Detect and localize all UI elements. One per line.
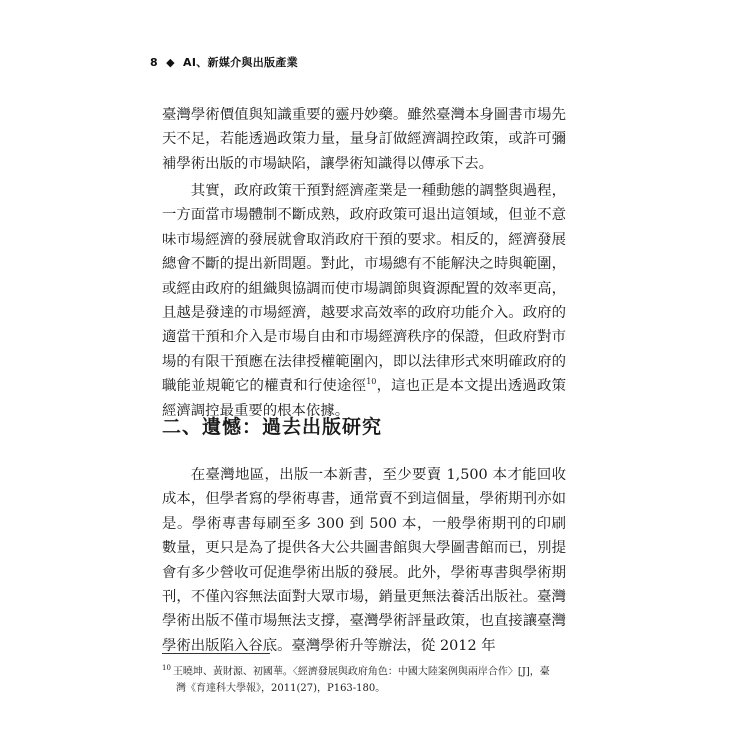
footnote-text-1: 王曉坤、黃財源、初國華。〈經濟發展與政府角色：中國大陸案例與兩岸合作〉[J]，臺 — [172, 666, 550, 678]
paragraph-3: 在臺灣地區，出版一本新書，至少要賣 1,500 本才能回收成本，但學者寫的學術專書，通常賣不到這個量，學術期刊亦如是。學術專書每刷至多 300 到 500 本，一般學術期刊的印刷數量，更只是為了提供各大公共圖書館與大學圖書館而已，別提會有多少營收可促進學術出版的發展。此外，學術專書與學術期刊，不僅內容無法面對大眾市場，銷量更無法養活出版社。臺灣學術出版不僅市場無法支撐，臺灣學術評量政策，也直接讓臺灣學術出版陷入谷底。臺灣學術升等辦法，從 2012 年 — [162, 467, 566, 654]
section-heading: 二、遺憾：過去出版研究 — [162, 416, 383, 438]
footnote-text-2: 灣《育達科大學報》，2011(27)，P163-180。 — [176, 683, 386, 695]
paragraph-1: 臺灣學術價值與知識重要的靈丹妙藥。雖然臺灣本身圖書市場先天不足，若能透過政策力量，量身訂做經濟調控政策，或許可彌補學術出版的市場缺陷，讓學術知識得以傳承下去。 — [162, 107, 566, 172]
book-title: AI、新媒介與出版產業 — [183, 56, 298, 69]
footnote-line-2 — [162, 680, 566, 697]
paragraph-2 — [162, 179, 566, 423]
diamond-separator-icon: ◆ — [166, 56, 175, 69]
page-number: 8 — [150, 56, 158, 69]
footnote-reference[interactable]: 10 — [366, 377, 377, 387]
footnote-number: 10 — [162, 664, 171, 672]
running-header — [150, 54, 298, 70]
footnote-divider — [162, 653, 270, 654]
footnote-line-1 — [162, 660, 566, 680]
footnote — [162, 660, 566, 697]
paragraph-2-text-end: ，這也正是本文提出透過政策經濟調控最重要的根本依據。 — [162, 378, 566, 419]
paragraph-2-text: 其實，政府政策干預對經濟產業是一種動態的調整與過程，一方面當市場體制不斷成熟，政府政策可退出這領域，但並不意味市場經濟的發展就會取消政府干預的要求。相反的，經濟發展總會不斷的提出新問題。對此，市場總有不能解決之時與範圍，或經由政府的組織與協調而使市場調節與資源配置的效率更高，且越是發達的市場經濟，越要求高效率的政府功能介入。政府的適當干預和介入是市場自由和市場經濟秩序的保證，但政府對市場的有限干預應在法律授權範圍內，即以法律形式來明確政府的職能並規範它的權責和行使途徑 — [162, 183, 566, 395]
